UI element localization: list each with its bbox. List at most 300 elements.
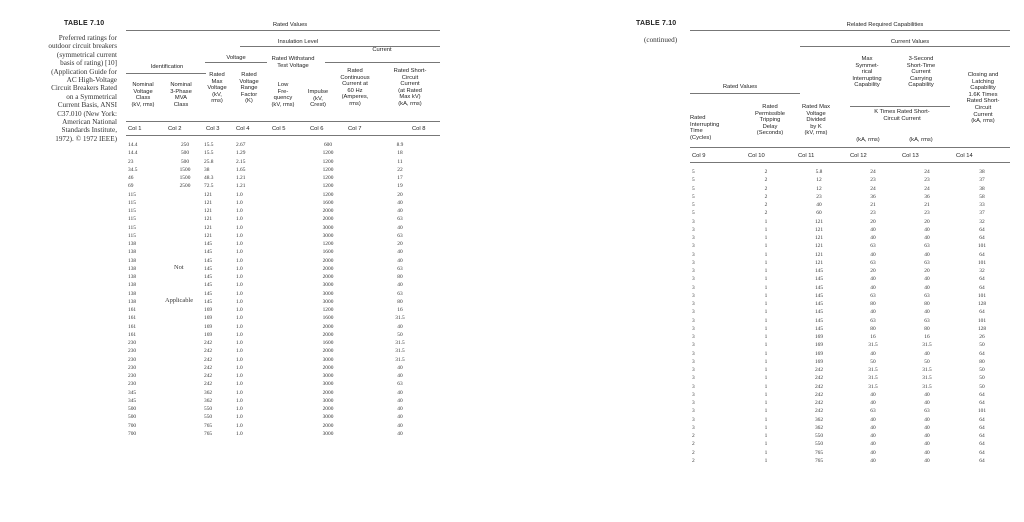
left-col8-line: (at Rated xyxy=(398,87,422,94)
table-cell: 121 xyxy=(204,208,213,214)
table-cell: 3 xyxy=(692,383,695,390)
table-cell: 46 xyxy=(128,175,134,181)
table-cell: 40 xyxy=(870,350,876,357)
table-cell: 20 xyxy=(870,268,876,274)
table-cell: 362 xyxy=(814,416,824,423)
table-cell: 2000 xyxy=(322,257,334,264)
table-cell: 40 xyxy=(397,422,403,429)
table-cell: 1 xyxy=(764,457,768,464)
table-cell: 31.5 xyxy=(868,375,878,382)
table-cell: 40 xyxy=(870,433,876,439)
table-cell xyxy=(166,380,204,388)
table-cell: 40 xyxy=(397,199,403,206)
table-cell: 242 xyxy=(204,381,213,388)
right-table-label: TABLE 7.10 xyxy=(636,20,677,27)
table-cell: 40 xyxy=(870,416,876,423)
table-cell: 1.0 xyxy=(236,397,243,404)
table-cell: 500 xyxy=(128,414,137,421)
table-cell: 3 xyxy=(692,375,695,382)
table-cell: 3 xyxy=(692,226,695,233)
table-cell: 40 xyxy=(397,257,403,264)
table-cell: 33 xyxy=(979,202,985,208)
left-col4-line: Range xyxy=(240,85,258,92)
right-col11-line: (kV, rms) xyxy=(804,130,828,137)
table-cell: 1600 xyxy=(322,315,334,322)
table-cell xyxy=(166,281,204,289)
table-cell: 1.0 xyxy=(236,430,243,437)
right-col9-line: (Cycles) xyxy=(690,134,712,141)
table-cell: 5 xyxy=(692,177,695,184)
table-row xyxy=(128,413,440,421)
table-cell: 101 xyxy=(977,243,987,250)
table-cell: 1.0 xyxy=(236,224,243,231)
table-row xyxy=(692,209,1010,217)
table-cell: 2 xyxy=(692,433,695,439)
table-row xyxy=(692,242,1010,250)
table-cell: 40 xyxy=(924,350,930,357)
table-cell: 64 xyxy=(979,350,985,357)
table-cell: 1.0 xyxy=(236,422,243,429)
table-cell: 2000 xyxy=(322,331,334,338)
left-col4-line: Factor xyxy=(240,91,258,98)
table-cell: 5 xyxy=(692,202,695,208)
table-row xyxy=(692,399,1010,407)
table-cell xyxy=(166,232,204,240)
table-cell: 3 xyxy=(692,358,695,365)
table-cell: 16 xyxy=(397,307,403,313)
right-col11-header xyxy=(794,104,838,137)
right-col10-line: Delay xyxy=(762,123,778,130)
table-cell: 242 xyxy=(814,400,824,406)
table-cell: 40 xyxy=(397,389,403,396)
table-cell: 58 xyxy=(979,193,985,200)
table-cell: 2 xyxy=(764,185,768,192)
table-cell: 500 xyxy=(128,406,137,412)
table-cell: 24 xyxy=(924,169,930,175)
table-cell: 63 xyxy=(870,259,876,266)
table-cell: 1 xyxy=(764,309,768,316)
table-cell: 1 xyxy=(764,334,768,340)
table-cell: 138 xyxy=(128,257,137,264)
table-cell: 20 xyxy=(924,268,930,274)
table-cell: 3 xyxy=(692,391,695,398)
withstand-line: Rated Withstand xyxy=(271,56,315,62)
table-row xyxy=(128,248,440,256)
left-col4-line: Voltage xyxy=(239,78,259,85)
table-cell: 169 xyxy=(814,358,824,365)
right-col10-line: Permissible xyxy=(755,110,785,117)
table-cell: 40 xyxy=(924,424,930,431)
table-cell: 1600 xyxy=(322,199,334,206)
table-row xyxy=(128,314,440,322)
table-cell: 1 xyxy=(764,317,768,324)
table-cell: 63 xyxy=(397,381,403,388)
table-cell: 64 xyxy=(979,457,985,464)
table-cell: 40 xyxy=(397,430,403,437)
right-col14-line: Rated Short- xyxy=(966,98,1000,105)
right-rated-values-heading: Rated Values xyxy=(722,84,758,90)
table-cell: 1 xyxy=(764,268,768,274)
table-cell: 1 xyxy=(764,367,768,373)
table-cell: 40 xyxy=(870,441,876,448)
table-row xyxy=(128,422,440,430)
table-cell: 31.5 xyxy=(868,367,878,373)
table-cell: 64 xyxy=(979,441,985,448)
table-row xyxy=(692,292,1010,300)
left-identification-rule xyxy=(126,73,206,74)
table-cell: 18 xyxy=(397,150,403,157)
table-cell: 31.5 xyxy=(395,348,405,355)
table-cell: 345 xyxy=(128,389,137,396)
right-col11-line: Rated Max xyxy=(801,104,831,110)
table-cell: 242 xyxy=(204,340,213,346)
table-cell: 115 xyxy=(128,224,136,231)
left-voltage-heading: Voltage xyxy=(226,55,246,61)
column-number: Col 13 xyxy=(902,153,919,159)
table-cell: 40 xyxy=(397,224,403,231)
left-col8-header xyxy=(383,68,437,108)
table-cell: 40 xyxy=(816,202,822,208)
table-cell: 40 xyxy=(870,400,876,406)
table-row xyxy=(128,166,440,174)
table-row xyxy=(128,158,440,166)
table-cell: 101 xyxy=(977,259,987,266)
table-cell: 3 xyxy=(692,284,695,291)
column-number: Col 10 xyxy=(748,153,765,159)
table-cell: 40 xyxy=(924,226,930,233)
right-col14-line: Circuit xyxy=(974,104,992,111)
table-cell: 23 xyxy=(924,177,930,184)
left-col6-line: (kV, xyxy=(313,95,323,102)
table-cell: 169 xyxy=(814,350,824,357)
table-cell xyxy=(166,430,204,438)
table-cell: 1.0 xyxy=(236,290,243,297)
right-ktimes-rule xyxy=(850,106,950,107)
table-cell: 128 xyxy=(977,301,987,307)
right-col13-line: Short-Time xyxy=(906,62,936,69)
table-cell: 1.0 xyxy=(236,298,243,305)
table-cell: 14.4 xyxy=(128,150,138,157)
table-cell: 230 xyxy=(128,340,137,346)
right-col12-line: Interrupting xyxy=(852,75,882,82)
right-col11-line: by K xyxy=(810,123,822,130)
table-cell: 250 xyxy=(180,142,190,148)
table-cell xyxy=(166,422,204,430)
table-cell: 3000 xyxy=(322,282,334,289)
right-col12-line: rical xyxy=(861,69,873,76)
table-cell: 1.0 xyxy=(236,356,243,363)
table-cell: 8.9 xyxy=(396,142,404,148)
table-cell: 1.0 xyxy=(236,191,243,198)
table-cell: 23 xyxy=(128,158,134,165)
table-cell: 80 xyxy=(397,298,403,305)
table-row xyxy=(692,457,1010,465)
right-col9-line: Time xyxy=(690,128,703,135)
table-cell: 1.21 xyxy=(236,183,246,190)
table-cell: 230 xyxy=(128,348,137,355)
table-cell: 121 xyxy=(814,235,824,241)
table-row xyxy=(128,224,440,232)
left-current-rule xyxy=(325,62,440,63)
table-row xyxy=(692,275,1010,283)
table-cell: 145 xyxy=(814,284,824,291)
table-cell: 550 xyxy=(204,414,213,421)
table-cell: 765 xyxy=(204,422,213,429)
table-cell: 121 xyxy=(204,232,213,239)
table-cell: 40 xyxy=(870,226,876,233)
table-cell: 69 xyxy=(128,183,134,190)
table-cell: 40 xyxy=(870,391,876,398)
table-cell: 161 xyxy=(128,307,137,313)
right-col14-line: Latching xyxy=(972,78,994,85)
table-cell: 1 xyxy=(764,358,768,365)
table-cell: 38 xyxy=(204,166,210,173)
table-row xyxy=(692,267,1010,275)
caption-line: AC High-Voltage xyxy=(66,76,117,85)
table-cell: 700 xyxy=(128,422,137,429)
table-row xyxy=(692,341,1010,349)
table-row xyxy=(128,174,440,182)
table-cell: 145 xyxy=(814,325,824,332)
table-cell: 362 xyxy=(814,424,824,431)
table-cell: 16 xyxy=(870,334,876,340)
table-cell: 2000 xyxy=(322,265,334,272)
table-cell: 40 xyxy=(397,406,403,412)
table-row xyxy=(692,168,1010,176)
table-cell: 40 xyxy=(870,284,876,291)
table-cell: 1.0 xyxy=(236,331,243,338)
right-col14-line: (kA, rms) xyxy=(971,118,995,125)
table-cell: 11 xyxy=(397,158,403,165)
table-cell: 2000 xyxy=(322,348,334,355)
table-row xyxy=(692,383,1010,391)
table-cell: 230 xyxy=(128,364,137,371)
table-cell xyxy=(166,314,204,322)
table-cell: 3000 xyxy=(322,298,334,305)
left-voltage-rule xyxy=(205,62,267,63)
table-cell: 1.0 xyxy=(236,265,243,272)
caption-line: C37.010 (New York: xyxy=(57,109,117,118)
table-row xyxy=(128,232,440,240)
table-row xyxy=(128,281,440,289)
right-col12-line: Max xyxy=(861,56,873,62)
right-col14-line: Current xyxy=(973,111,993,118)
table-cell: 1 xyxy=(764,391,768,398)
table-row xyxy=(128,199,440,207)
table-cell: 138 xyxy=(128,298,137,305)
table-cell: 1 xyxy=(764,441,768,448)
table-cell: 1.21 xyxy=(236,175,246,181)
table-cell: 1 xyxy=(764,342,768,349)
table-cell: 121 xyxy=(204,199,213,206)
table-cell xyxy=(166,413,204,421)
table-cell: 31.5 xyxy=(395,340,405,346)
right-col13-line: 3-Second xyxy=(908,56,934,62)
table-row xyxy=(128,240,440,248)
caption-line: American National xyxy=(62,118,117,127)
table-cell: 1 xyxy=(764,243,768,250)
table-row xyxy=(692,317,1010,325)
table-cell: 1.0 xyxy=(236,274,243,280)
table-cell: 1 xyxy=(764,400,768,406)
right-continued-label: (continued) xyxy=(644,36,678,44)
left-col2-line: Class xyxy=(173,101,189,108)
table-cell: 38 xyxy=(979,169,985,175)
table-cell: 145 xyxy=(814,268,824,274)
table-cell: 3 xyxy=(692,309,695,316)
table-cell: 63 xyxy=(397,216,403,223)
table-cell: 2000 xyxy=(322,208,334,214)
table-cell: 161 xyxy=(128,315,137,322)
table-cell: 21 xyxy=(870,202,876,208)
table-cell: 50 xyxy=(979,375,985,382)
table-cell: 21 xyxy=(924,202,930,208)
table-cell: 40 xyxy=(924,235,930,241)
table-cell: 80 xyxy=(870,301,876,307)
table-cell: 161 xyxy=(128,323,137,330)
caption-line: on a Symmetrical xyxy=(66,92,117,101)
table-cell: 242 xyxy=(814,383,824,390)
table-cell: 63 xyxy=(924,259,930,266)
table-cell: 16 xyxy=(924,334,930,340)
table-cell xyxy=(166,364,204,372)
caption-line: Current Basis, ANSI xyxy=(57,101,117,110)
table-cell: 1.0 xyxy=(236,406,243,412)
table-cell: 115 xyxy=(128,216,136,223)
table-cell xyxy=(166,224,204,232)
left-col6-line: Impulse xyxy=(307,89,329,95)
table-cell: 40 xyxy=(397,364,403,371)
table-cell: 64 xyxy=(979,391,985,398)
left-col8-line: Current xyxy=(400,81,420,88)
table-row xyxy=(128,207,440,215)
left-col4-line: Rated xyxy=(241,72,257,78)
right-col12-line: Symmet- xyxy=(855,62,879,69)
table-cell: 1 xyxy=(764,218,768,225)
table-cell: 1 xyxy=(764,408,768,415)
table-cell: 169 xyxy=(204,307,213,313)
table-cell: 1 xyxy=(764,251,768,258)
table-cell: 40 xyxy=(924,457,930,464)
table-cell: 20 xyxy=(870,218,876,225)
table-cell: 64 xyxy=(979,400,985,406)
table-cell: 24 xyxy=(870,185,876,192)
table-cell: 40 xyxy=(924,309,930,316)
table-cell: 3 xyxy=(692,218,695,225)
table-cell: 700 xyxy=(128,430,137,437)
table-cell: 40 xyxy=(397,323,403,330)
right-col13-line: Current xyxy=(911,69,931,76)
table-cell: 169 xyxy=(204,323,213,330)
table-cell: 20 xyxy=(397,241,403,247)
table-cell: 138 xyxy=(128,282,137,289)
table-cell: 145 xyxy=(204,265,213,272)
table-row xyxy=(692,391,1010,399)
table-cell: 242 xyxy=(204,348,213,355)
table-cell: 3 xyxy=(692,416,695,423)
table-cell: 145 xyxy=(204,282,213,289)
table-row xyxy=(128,141,440,149)
table-cell: 2000 xyxy=(322,406,334,412)
column-number: Col 6 xyxy=(310,126,324,132)
table-cell: 3000 xyxy=(322,397,334,404)
left-colnum-rule xyxy=(126,135,440,136)
left-col2-line: Nominal xyxy=(170,82,192,88)
table-cell: 3000 xyxy=(322,373,334,379)
table-cell: 765 xyxy=(204,430,213,437)
table-cell: 1 xyxy=(764,449,768,456)
table-cell: 121 xyxy=(814,251,824,258)
table-cell xyxy=(166,257,204,265)
table-row xyxy=(128,430,440,438)
withstand-line: Test Voltage xyxy=(277,62,309,69)
right-col13-line: Carrying xyxy=(910,75,932,82)
table-cell: 64 xyxy=(979,226,985,233)
table-cell: 2000 xyxy=(322,422,334,429)
table-row xyxy=(692,226,1010,234)
table-cell: 3 xyxy=(692,424,695,431)
column-number: Col 5 xyxy=(272,126,286,132)
table-cell: 63 xyxy=(924,243,930,250)
table-cell: 40 xyxy=(397,414,403,421)
table-cell: 34.5 xyxy=(128,166,138,173)
table-cell: 500 xyxy=(180,150,190,157)
table-cell: 40 xyxy=(870,235,876,241)
table-cell: 3000 xyxy=(322,356,334,363)
table-cell: 1 xyxy=(764,383,768,390)
table-cell: 2000 xyxy=(322,364,334,371)
table-cell: 40 xyxy=(924,284,930,291)
table-cell: 63 xyxy=(870,292,876,299)
table-row xyxy=(692,374,1010,382)
left-col3-line: Max xyxy=(211,78,223,85)
table-cell: 3000 xyxy=(322,232,334,239)
table-cell: 20 xyxy=(924,218,930,225)
table-row xyxy=(128,397,440,405)
table-cell: 36 xyxy=(870,193,876,200)
table-cell: 3 xyxy=(692,251,695,258)
table-cell: 115 xyxy=(128,199,136,206)
table-cell: 3000 xyxy=(322,290,334,297)
table-cell: 1 xyxy=(764,292,768,299)
table-cell: 5 xyxy=(692,193,695,200)
table-cell: 145 xyxy=(814,292,824,299)
left-col3-line: Voltage xyxy=(207,85,227,92)
caption-line: 1972). © 1972 IEEE) xyxy=(55,134,117,143)
table-cell: 23 xyxy=(870,210,876,217)
table-cell: 3 xyxy=(692,334,695,340)
table-cell: 3000 xyxy=(322,224,334,231)
table-cell: 80 xyxy=(924,301,930,307)
table-cell: 2 xyxy=(692,457,695,464)
table-cell: 40 xyxy=(397,208,403,214)
table-cell: 1.0 xyxy=(236,232,243,239)
table-cell xyxy=(166,347,204,355)
right-col9-header xyxy=(690,115,734,141)
left-top-rule xyxy=(126,30,440,31)
table-cell: 25.8 xyxy=(204,158,214,165)
table-cell xyxy=(166,372,204,380)
table-cell: 40 xyxy=(397,397,403,404)
column-number: Col 7 xyxy=(348,126,362,132)
left-col7-line: Current at xyxy=(342,81,368,88)
table-cell: 145 xyxy=(814,276,824,283)
table-cell: 15.5 xyxy=(204,142,214,148)
right-top-rule xyxy=(690,30,1010,31)
left-identification-heading: Identification xyxy=(150,64,184,70)
right-current-values-heading: Current Values xyxy=(890,39,930,45)
table-cell: 50 xyxy=(870,358,876,365)
